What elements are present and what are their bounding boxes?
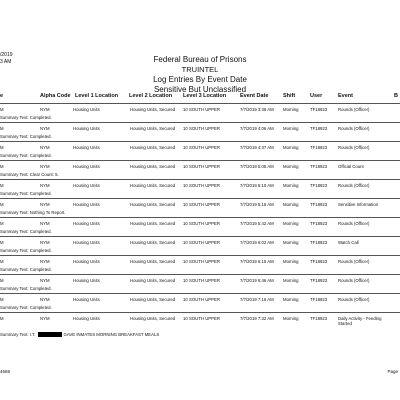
record-user: TF18923	[310, 240, 328, 245]
record-site: M	[0, 240, 4, 245]
record-site: M	[0, 259, 4, 264]
record-site: M	[0, 278, 4, 283]
record-user: TF18923	[310, 183, 328, 188]
record-level2: Housing Units, Secured	[130, 278, 176, 283]
record-alpha-code: NYM	[40, 297, 50, 302]
record-summary: Summary Text: Completed.	[0, 305, 52, 310]
record-shift: Morning	[283, 259, 299, 264]
record-summary: Summary Text: Completed.	[0, 153, 52, 158]
record-shift: Morning	[283, 240, 299, 245]
record-shift: Morning	[283, 202, 299, 207]
record-event: Rounds (Officer)	[338, 107, 370, 112]
record-shift: Morning	[283, 297, 299, 302]
record-level1: Housing Units	[73, 107, 100, 112]
record-level3: 10 SOUTH UPPER	[183, 183, 221, 188]
record-level3: 10 SOUTH UPPER	[183, 126, 221, 131]
record-summary: Summary Text: Nothing To Report.	[0, 210, 66, 215]
record-event-date: 7/7/2019 5:10 AM	[240, 183, 274, 188]
record-event: Rounds (Officer)	[338, 126, 370, 131]
record-site: M	[0, 297, 4, 302]
record-summary: Summary Text: Completed.	[0, 191, 52, 196]
record-site: M	[0, 126, 4, 131]
record-shift: Morning	[283, 316, 299, 321]
table-row	[0, 255, 400, 274]
record-user: TF18923	[310, 297, 328, 302]
record-user: TF18923	[310, 164, 328, 169]
record-event: Watch Call	[338, 240, 359, 245]
record-level1: Housing Units	[73, 240, 100, 245]
record-level3: 10 SOUTH UPPER	[183, 164, 221, 169]
record-level1: Housing Units	[73, 183, 100, 188]
record-alpha-code: NYM	[40, 164, 50, 169]
record-user: TF18923	[310, 278, 328, 283]
record-event: Rounds (Officer)	[338, 221, 370, 226]
report-titles	[0, 55, 400, 95]
record-event: Rounds (Officer)	[338, 278, 370, 283]
record-event-date: 7/7/2019 4:37 AM	[240, 145, 274, 150]
classification-title: Sensitive But Unclassified	[153, 85, 247, 94]
record-summary: Summary Text: Completed.	[0, 134, 52, 139]
table-row	[0, 179, 400, 198]
record-summary	[0, 332, 159, 337]
record-user: TF18923	[310, 316, 328, 321]
record-level1: Housing Units	[73, 297, 100, 302]
record-level1: Housing Units	[73, 202, 100, 207]
col-event: Event	[338, 93, 353, 99]
record-user: TF18923	[310, 126, 328, 131]
record-event-date: 7/7/2019 4:06 AM	[240, 126, 274, 131]
record-event-line1: Daily Activity - Feeding	[338, 316, 382, 321]
record-level3: 10 SOUTH UPPER	[183, 202, 221, 207]
record-level1: Housing Units	[73, 278, 100, 283]
record-site: M	[0, 145, 4, 150]
report-title: Log Entries By Event Date	[153, 75, 247, 84]
record-alpha-code: NYM	[40, 259, 50, 264]
record-summary: Summary Text: Completed.	[0, 229, 52, 234]
record-level2: Housing Units, Secured	[130, 164, 176, 169]
col-event-date: Event Date	[240, 93, 269, 99]
col-level1: Level 1 Location	[75, 93, 119, 99]
record-shift: Morning	[283, 278, 299, 283]
record-site: M	[0, 221, 4, 226]
redaction-box	[38, 332, 62, 337]
record-alpha-code: NYM	[40, 278, 50, 283]
summary-suffix: GAVE INMATES MORNING BREAKFAST MEALS	[63, 332, 160, 337]
record-level3: 10 SOUTH UPPER	[183, 316, 221, 321]
record-event: Rounds (Officer)	[338, 183, 370, 188]
record-summary: Summary Text: Completed.	[0, 267, 52, 272]
record-user: TF18923	[310, 145, 328, 150]
footer-page: Page	[387, 369, 398, 374]
record-event: Rounds (Officer)	[338, 145, 370, 150]
record-level1: Housing Units	[73, 164, 100, 169]
record-level2: Housing Units, Secured	[130, 107, 176, 112]
record-alpha-code: NYM	[40, 126, 50, 131]
print-time: 3 AM	[0, 59, 12, 65]
record-event-line2: Started	[338, 321, 352, 326]
record-summary: Summary Text: Completed.	[0, 286, 52, 291]
table-row	[0, 198, 400, 217]
record-alpha-code: NYM	[40, 183, 50, 188]
table-row	[0, 293, 400, 312]
record-event: Rounds (Officer)	[338, 297, 370, 302]
col-user: User	[310, 93, 323, 99]
record-summary: Summary Text: Completed.	[0, 115, 52, 120]
record-level2: Housing Units, Secured	[130, 240, 176, 245]
table-row	[0, 217, 400, 236]
record-event-date: 7/7/2019 6:15 AM	[240, 259, 274, 264]
record-user: TF18923	[310, 202, 328, 207]
record-level3: 10 SOUTH UPPER	[183, 221, 221, 226]
record-level3: 10 SOUTH UPPER	[183, 107, 221, 112]
record-site: M	[0, 202, 4, 207]
record-level2: Housing Units, Secured	[130, 126, 176, 131]
column-headers	[0, 93, 400, 103]
table-row	[0, 160, 400, 179]
agency-title: Federal Bureau of Prisons	[153, 55, 247, 64]
col-shift: Shift	[283, 93, 296, 99]
record-level1: Housing Units	[73, 145, 100, 150]
col-level3: Level 3 Location	[183, 93, 227, 99]
record-summary: Summary Text: Clear Count: 5.	[0, 172, 59, 177]
table-row	[0, 122, 400, 141]
record-event-date: 7/7/2019 5:15 AM	[240, 202, 274, 207]
record-level1: Housing Units	[73, 126, 100, 131]
col-site: e	[0, 93, 4, 99]
col-alpha-code: Alpha Code	[40, 93, 71, 99]
record-site: M	[0, 107, 4, 112]
record-event-date: 7/7/2019 3:36 AM	[240, 107, 274, 112]
footer-left: 4668	[0, 369, 11, 374]
record-event-date: 7/7/2019 6:46 AM	[240, 278, 274, 283]
record-level2: Housing Units, Secured	[130, 259, 176, 264]
record-shift: Morning	[283, 145, 299, 150]
record-level2: Housing Units, Secured	[130, 316, 176, 321]
record-event-date: 7/7/2019 5:42 AM	[240, 221, 274, 226]
record-level2: Housing Units, Secured	[130, 183, 176, 188]
col-level2: Level 2 Location	[129, 93, 173, 99]
record-shift: Morning	[283, 221, 299, 226]
record-event-date: 7/7/2019 7:32 AM	[240, 316, 274, 321]
print-date: /2019	[0, 52, 13, 58]
record-event: Official Count	[338, 164, 364, 169]
record-user: TF18923	[310, 259, 328, 264]
table-row	[0, 103, 400, 122]
record-site: M	[0, 164, 4, 169]
record-alpha-code: NYM	[40, 221, 50, 226]
table-row	[0, 141, 400, 160]
record-user: TF18923	[310, 107, 328, 112]
record-level1: Housing Units	[73, 316, 100, 321]
record-site: M	[0, 183, 4, 188]
record-shift: Morning	[283, 107, 299, 112]
record-level2: Housing Units, Secured	[130, 221, 176, 226]
record-alpha-code: NYM	[40, 107, 50, 112]
record-summary: Summary Text: Completed.	[0, 248, 52, 253]
summary-prefix: Summary Text: I.T.	[0, 332, 36, 337]
record-level2: Housing Units, Secured	[130, 145, 176, 150]
record-level3: 10 SOUTH UPPER	[183, 145, 221, 150]
record-level3: 10 SOUTH UPPER	[183, 278, 221, 283]
record-level3: 10 SOUTH UPPER	[183, 259, 221, 264]
record-level2: Housing Units, Secured	[130, 202, 176, 207]
record-alpha-code: NYM	[40, 145, 50, 150]
record-event-date: 7/7/2019 5:05 AM	[240, 164, 274, 169]
record-user: TF18923	[310, 221, 328, 226]
record-event-date: 7/7/2019 7:16 AM	[240, 297, 274, 302]
record-alpha-code: NYM	[40, 240, 50, 245]
record-event	[338, 316, 381, 326]
log-rows	[0, 103, 400, 338]
record-level2: Housing Units, Secured	[130, 297, 176, 302]
record-site: M	[0, 316, 4, 321]
record-event: Rounds (Officer)	[338, 259, 370, 264]
record-alpha-code: NYM	[40, 202, 50, 207]
record-event: Sensitive Information	[338, 202, 379, 207]
record-level1: Housing Units	[73, 259, 100, 264]
record-level3: 10 SOUTH UPPER	[183, 297, 221, 302]
record-level3: 10 SOUTH UPPER	[183, 240, 221, 245]
record-shift: Morning	[283, 183, 299, 188]
table-row	[0, 274, 400, 293]
col-extra: B	[394, 93, 398, 99]
record-event-date: 7/7/2019 6:02 AM	[240, 240, 274, 245]
record-alpha-code: NYM	[40, 316, 50, 321]
record-level1: Housing Units	[73, 221, 100, 226]
table-row	[0, 236, 400, 255]
table-row	[0, 312, 400, 338]
record-shift: Morning	[283, 164, 299, 169]
record-shift: Morning	[283, 126, 299, 131]
system-title: TRUINTEL	[181, 65, 219, 74]
